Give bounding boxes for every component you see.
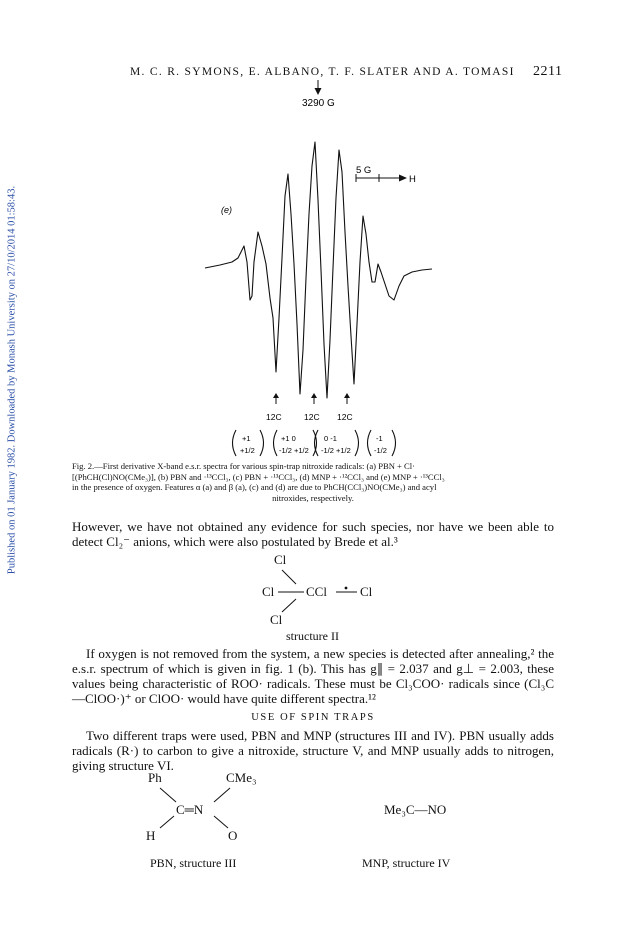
caption-line-3: in the presence of oxygen. Features α (a) and β (a), (c) and (d) are due to PhCH(CCl₃)NO(CMe₃) and acyl (72, 482, 437, 493)
paragraph-oxygen: If oxygen is not removed from the system, a new species is detected after annealing,² the e.s.r. spectrum of which is given in fig. 1 (b). This has g∥ = 2.037 and g⊥ = 2.003, these values being characteristic of ROO· radicals. These must be Cl₃COO· radicals since (Cl₃C—ClOO·)⁺ or ClOO· would have quite different spectra.¹² (72, 646, 554, 706)
quantum-group-4-top: -1 (376, 434, 383, 443)
paragraph-spin-traps: Two different traps were used, PBN and MNP (structures III and IV). PBN usually adds radicals (R·) to carbon to give a nitroxide, structure V, and MNP usually adds to nitrogen, giving structure VI. (72, 728, 554, 773)
structure-ii-center-ccl: CCl (306, 584, 327, 599)
mnp-structure (0, 770, 625, 870)
scale-bar (356, 165, 416, 185)
structure-ii-top-cl: Cl (274, 552, 287, 567)
caption-line-2: [(PhCH(Cl)NO(CMe₃)], (b) PBN and ·¹³CCl₃, (c) PBN + ·¹³CCl₃, (d) MNP + ·¹²CCl₃ and (e) MNP + ·¹³CCl₃ (72, 471, 445, 482)
pbn-h: H (146, 828, 156, 843)
pbn-cn-core: C═N (176, 802, 204, 817)
field-axis-label: H (409, 174, 416, 185)
quantum-group-4 (368, 430, 396, 456)
download-watermark-text: Published on 01 January 1982. Downloaded by Monash University on 27/10/2014 01:58:43. (6, 185, 18, 575)
quantum-group-2-bottom: -1/2 +1/2 (279, 446, 309, 455)
scale-label: 5 G (356, 165, 372, 176)
spectrum-trace (205, 142, 432, 398)
mnp-formula: Me₃C—NO (384, 802, 447, 817)
quantum-group-3 (315, 430, 359, 456)
pbn-cme3: CMe₃ (226, 770, 257, 785)
isotope-marker-1 (273, 393, 279, 404)
page-number: 2211 (533, 64, 563, 79)
pbn-ph: Ph (148, 770, 162, 785)
figure-caption (72, 461, 554, 503)
section-heading: USE OF SPIN TRAPS (251, 712, 375, 723)
field-marker-arrow (315, 80, 322, 95)
structure-ii-caption: structure II (286, 629, 339, 643)
isotope-marker-3 (344, 393, 350, 404)
quantum-group-2 (274, 430, 317, 456)
quantum-group-4-bottom: -1/2 (374, 446, 387, 455)
isotope-marker-2 (311, 393, 317, 404)
quantum-group-1-bottom: +1/2 (240, 446, 255, 455)
structure-ii (0, 552, 625, 644)
pbn-caption: PBN, structure III (150, 856, 237, 870)
structure-ii-right-cl: Cl (360, 584, 373, 599)
caption-line-4: nitroxides, respectively. (272, 492, 354, 503)
field-label: 3290 G (302, 98, 335, 109)
isotope-label-3: 12C (337, 412, 353, 422)
mnp-caption: MNP, structure IV (362, 856, 451, 870)
quantum-group-1 (233, 430, 264, 456)
quantum-group-1-top: +1 (242, 434, 251, 443)
isotope-label-2: 12C (304, 412, 320, 422)
quantum-group-3-bottom: -1/2 +1/2 (321, 446, 351, 455)
structure-ii-left-cl: Cl (262, 584, 275, 599)
quantum-number-groups (233, 430, 396, 456)
pbn-o: O (228, 828, 238, 843)
structure-ii-bottom-cl: Cl (270, 612, 283, 627)
paragraph-brede: However, we have not obtained any evidence for such species, nor have we been able to detect Cl₂⁻ anions, which were also postulated by Brede et al.³ (72, 519, 554, 549)
quantum-group-2-top: +1 0 (281, 434, 296, 443)
caption-line-1: Fig. 2.—First derivative X-band e.s.r. spectra for various spin-trap nitroxide radicals: (a) PBN + Cl· (72, 461, 416, 471)
running-header-authors: M. C. R. SYMONS, E. ALBANO, T. F. SLATER AND A. TOMASI (130, 66, 515, 78)
isotope-label-1: 12C (266, 412, 282, 422)
quantum-group-3-top: 0 -1 (324, 434, 337, 443)
panel-label: (e) (221, 205, 232, 215)
